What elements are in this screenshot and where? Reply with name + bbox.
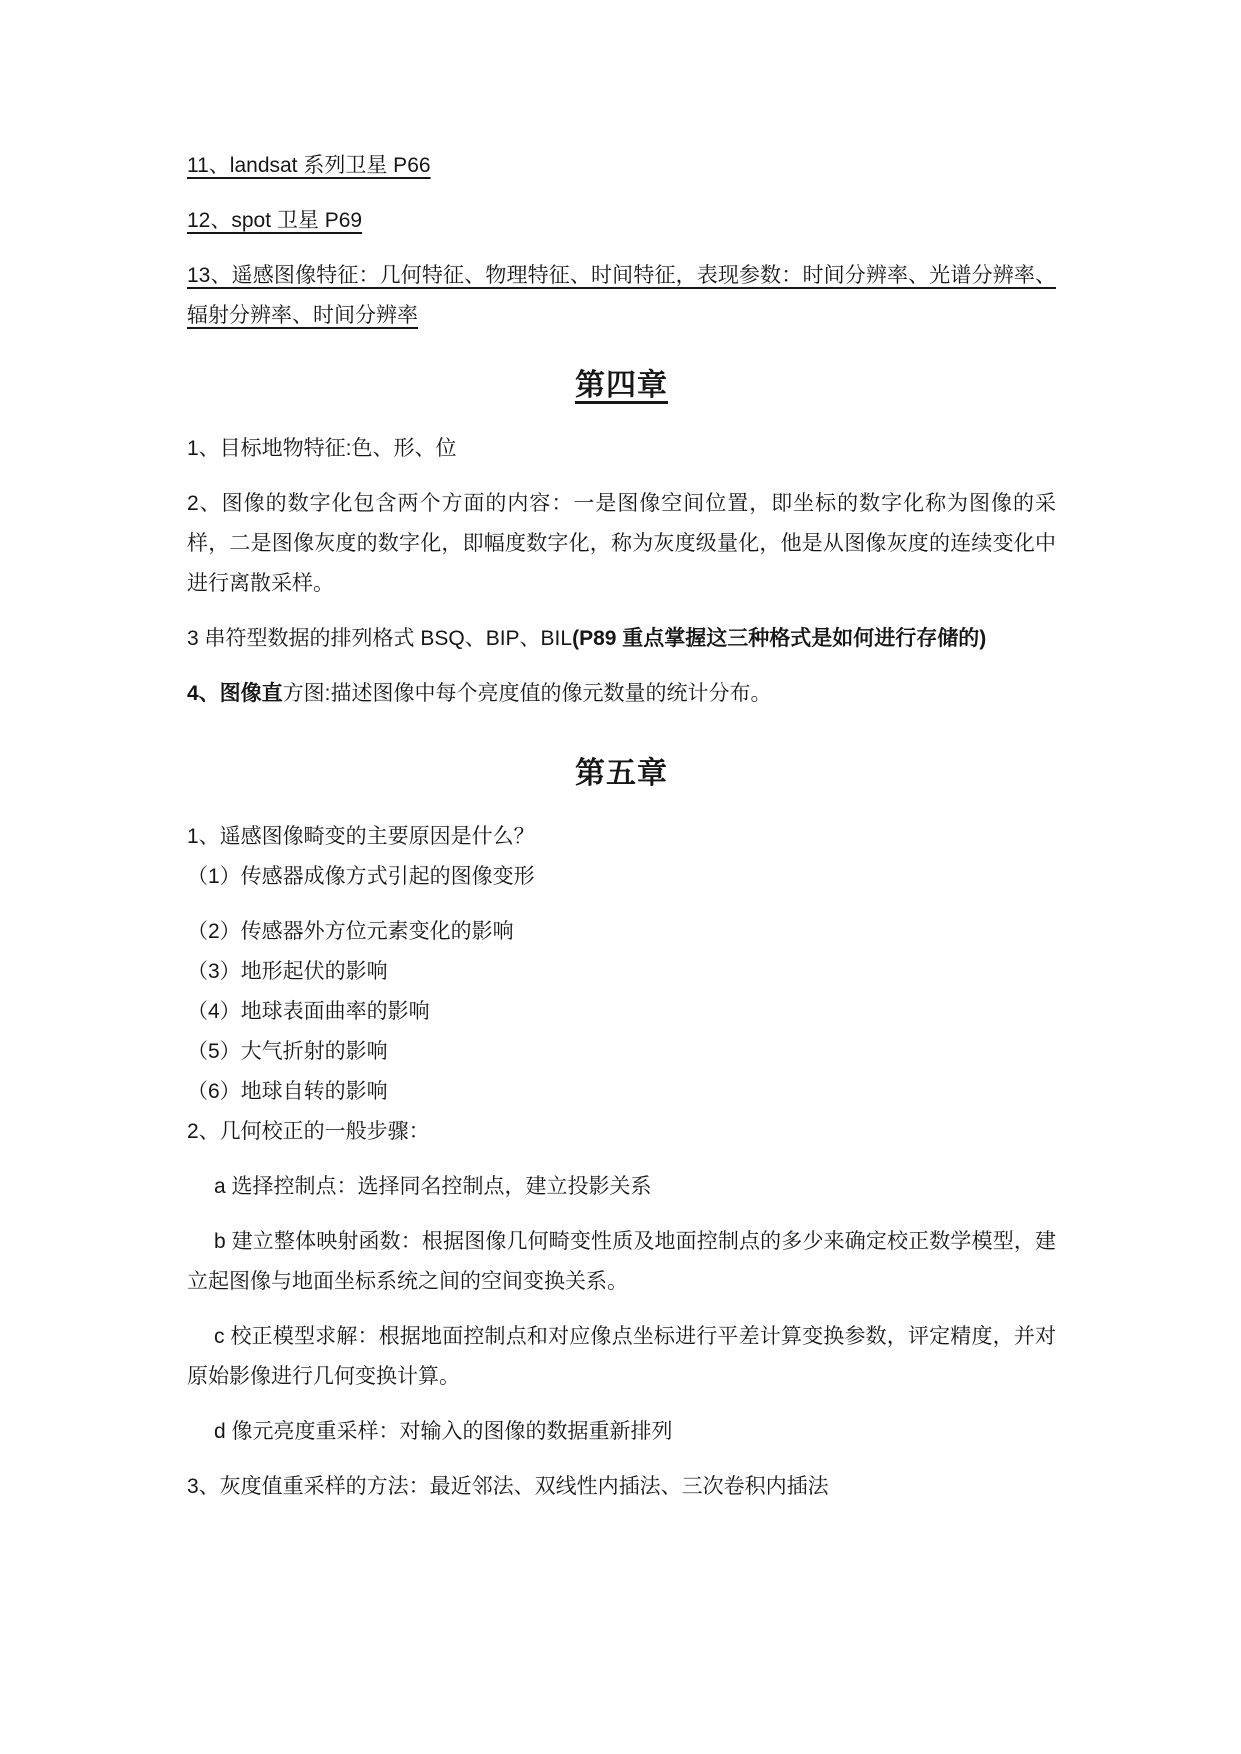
cause-5: （5）大气折射的影响 (187, 1040, 388, 1063)
correction-step-b: b 建立整体映射函数：根据图像几何畸变性质及地面控制点的多少来确定校正数学模型，建立起图像与地面坐标系统之间的空间变换关系。 (187, 1230, 1056, 1293)
cause-3: （3）地形起伏的影响 (187, 960, 388, 983)
chapter4-item-4 (187, 674, 1056, 714)
chapter5-question-2: 2、几何校正的一般步骤： (187, 1120, 430, 1143)
chapter4-item-3-text: 3 串符型数据的排列格式 BSQ、BIP、BIL (187, 627, 573, 650)
cause-4: （4）地球表面曲率的影响 (187, 1000, 430, 1023)
chapter5-question-3: 3、灰度值重采样的方法：最近邻法、双线性内插法、三次卷积内插法 (187, 1475, 829, 1498)
note-item-13: 13、遥感图像特征：几何特征、物理特征、时间特征，表现参数：时间分辨率、光谱分辨率、辐射分辨率、时间分辨率 (187, 264, 1056, 327)
chapter4-item-2: 2、图像的数字化包含两个方面的内容：一是图像空间位置，即坐标的数字化称为图像的采样，二是图像灰度的数字化，即幅度数字化，称为灰度级量化，他是从图像灰度的连续变化中进行离散采样。 (187, 492, 1056, 595)
chapter-5-heading: 第五章 (575, 757, 668, 790)
note-item-12: 12、spot 卫星 P69 (187, 209, 363, 232)
chapter4-item-1: 1、目标地物特征:色、形、位 (187, 437, 457, 460)
chapter4-item-3 (187, 619, 1056, 659)
section-chapter-4 (187, 362, 1056, 714)
cause-2: （2）传感器外方位元素变化的影响 (187, 920, 514, 943)
section-chapter-5 (187, 750, 1056, 1507)
correction-step-a: a 选择控制点：选择同名控制点，建立投影关系 (214, 1175, 652, 1198)
note-item-11: 11、landsat 系列卫星 P66 (187, 154, 431, 177)
chapter4-item-3-emphasis: (P89 重点掌握这三种格式是如何进行存储的) (572, 627, 987, 650)
chapter5-cause-list (187, 912, 1056, 1152)
cause-6: （6）地球自转的影响 (187, 1080, 388, 1103)
chapter-4-heading: 第四章 (575, 369, 668, 402)
chapter4-item-4-term: 4、图像直 (187, 682, 283, 705)
chapter5-q1-line1: 1、遥感图像畸变的主要原因是什么？ (187, 825, 535, 848)
chapter5-q1-line2: （1）传感器成像方式引起的图像变形 (187, 865, 535, 888)
correction-step-c: c 校正模型求解：根据地面控制点和对应像点坐标进行平差计算变换参数，评定精度，并对原始影像进行几何变换计算。 (187, 1325, 1056, 1388)
correction-step-d: d 像元亮度重采样：对输入的图像的数据重新排列 (214, 1420, 673, 1443)
chapter4-item-4-text: 方图:描述图像中每个亮度值的像元数量的统计分布。 (282, 682, 772, 705)
chapter5-question-1 (187, 817, 1056, 897)
